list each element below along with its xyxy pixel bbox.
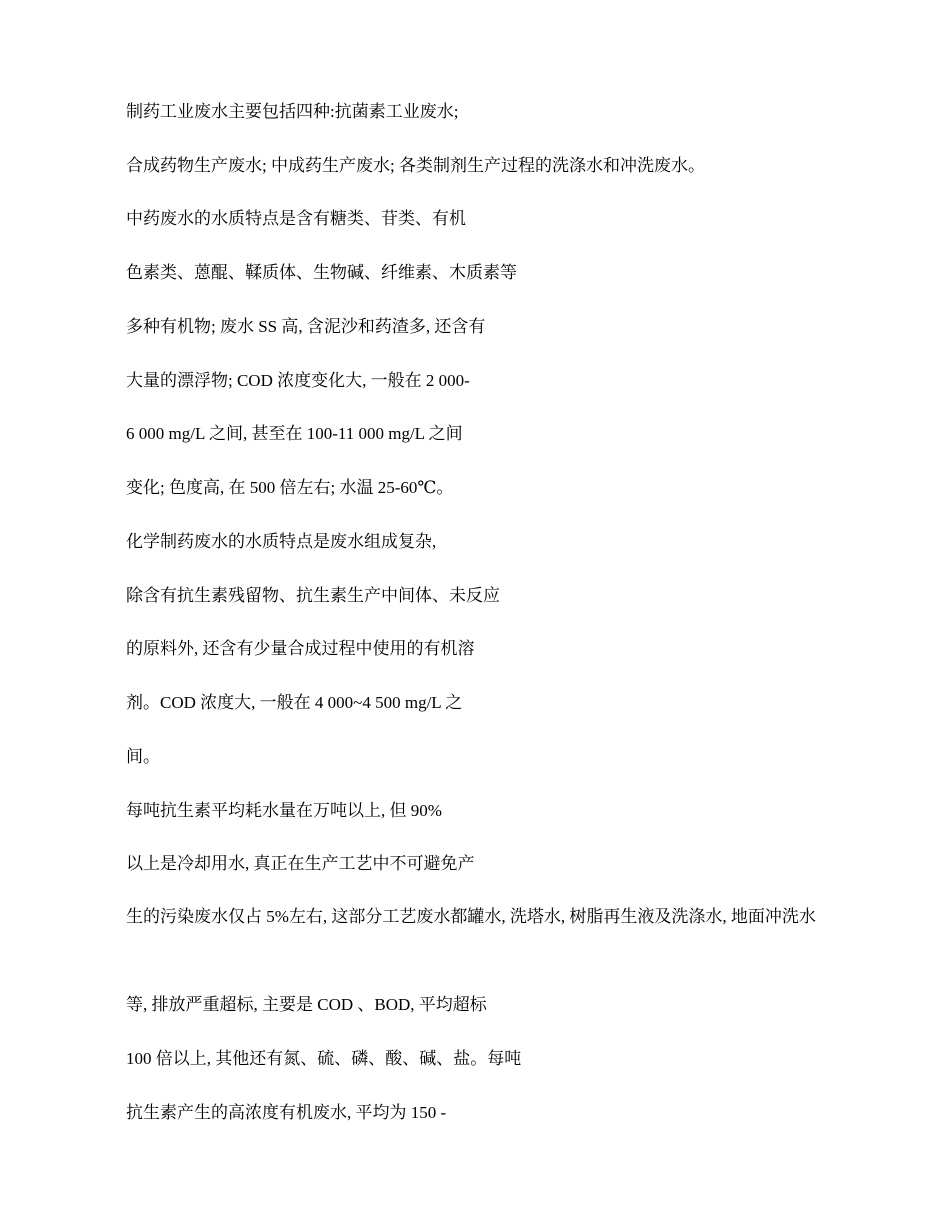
paragraph-16: 生的污染废水仅占 5%左右, 这部分工艺废水都罐水, 洗塔水, 树脂再生液及洗涤水, 地面冲洗水 <box>126 907 816 926</box>
paragraph-18: 100 倍以上, 其他还有氮、硫、磷、酸、碱、盐。每吨 <box>126 1049 522 1068</box>
paragraph-7: 6 000 mg/L 之间, 甚至在 100-11 000 mg/L 之间 <box>126 424 463 443</box>
paragraph-6: 大量的漂浮物; COD 浓度变化大, 一般在 2 000- <box>126 371 470 390</box>
paragraph-13: 间。 <box>126 747 160 766</box>
paragraph-9: 化学制药废水的水质特点是废水组成复杂, <box>126 532 437 551</box>
paragraph-11: 的原料外, 还含有少量合成过程中使用的有机溶 <box>126 639 475 658</box>
paragraph-1: 制药工业废水主要包括四种:抗菌素工业废水; <box>126 102 459 121</box>
paragraph-4: 色素类、蒽醌、鞣质体、生物碱、纤维素、木质素等 <box>126 263 517 282</box>
paragraph-8: 变化; 色度高, 在 500 倍左右; 水温 25-60℃。 <box>126 478 454 497</box>
paragraph-19: 抗生素产生的高浓度有机废水, 平均为 150 - <box>126 1103 447 1122</box>
paragraph-3: 中药废水的水质特点是含有糖类、苷类、有机 <box>126 209 466 228</box>
paragraph-2: 合成药物生产废水; 中成药生产废水; 各类制剂生产过程的洗涤水和冲洗废水。 <box>126 156 705 175</box>
paragraph-10: 除含有抗生素残留物、抗生素生产中间体、未反应 <box>126 586 500 605</box>
paragraph-5: 多种有机物; 废水 SS 高, 含泥沙和药渣多, 还含有 <box>126 317 486 336</box>
paragraph-14: 每吨抗生素平均耗水量在万吨以上, 但 90% <box>126 801 442 820</box>
paragraph-17: 等, 排放严重超标, 主要是 COD 、BOD, 平均超标 <box>126 995 487 1014</box>
paragraph-12: 剂。COD 浓度大, 一般在 4 000~4 500 mg/L 之 <box>126 693 463 712</box>
paragraph-15: 以上是冷却用水, 真正在生产工艺中不可避免产 <box>126 854 475 873</box>
